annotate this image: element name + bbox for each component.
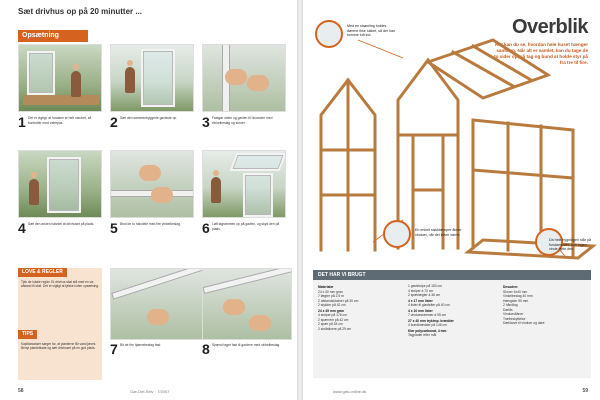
running-head: Sæt drivhus op på 20 minutter ...	[18, 7, 143, 16]
info-text: Tjek de lokale regler. Et drivhus skal stå med en vis afstand til skel. Det er vigtigt at tjekke inden opsætning.	[21, 280, 99, 289]
materials-item: 24 x 30 mm gran	[318, 289, 343, 294]
step-8-photo	[202, 268, 292, 340]
materials-col-3-heading: Desuden:	[503, 285, 519, 289]
step-2-number: 2	[110, 114, 118, 130]
step-2-photo	[110, 44, 194, 112]
materials-header: DET HAR VI BRUGT	[313, 270, 591, 280]
materials-item: 2 spær på 54 cm	[318, 322, 343, 326]
step-5	[110, 150, 194, 236]
info-box	[18, 268, 102, 380]
materials-box	[313, 270, 591, 378]
info-tag-regler: LOVE & REGLER	[18, 268, 67, 277]
materials-item: Hængsler 50 mm	[503, 298, 529, 303]
page-number-left: 58	[18, 388, 24, 394]
materials-item: 4 x 10 mm lister	[408, 308, 433, 313]
right-page	[303, 0, 600, 400]
step-6	[202, 150, 286, 236]
step-3	[202, 44, 286, 130]
step-5-caption: Bind de to halvdele med fire vinkelbeslag.	[120, 222, 181, 226]
step-3-caption: Fastgør siden og gavlen til hinanden med vinkelbeslag og skruer.	[212, 116, 273, 125]
materials-col-1-heading: Materialer	[318, 285, 334, 289]
overview-intro: Her kan du se, hvordan hele huset hænger sammen. Når alt er samlet, kan du tage de to sider op, så tag og bund at holde styr på fra tre til fire.	[494, 42, 588, 65]
step-1-caption: Det er vigtigt, at fundaen er helt vandret, så kontrollér med vaterpas.	[28, 116, 92, 125]
materials-item: Træbeskyttelse	[503, 316, 526, 321]
step-5-photo	[110, 150, 194, 218]
step-6-number: 6	[202, 220, 210, 236]
materials-item: 1 gavlstolpe på 153 cm	[408, 284, 442, 288]
materials-col-3	[503, 284, 587, 326]
materials-item: Skruer 4x40 mm	[503, 289, 528, 294]
callout-window-text: En enkelt støddæmper åbner vinduet, når det bliver varmt.	[415, 228, 462, 237]
materials-item: 2 afstandsklodser på 30 cm	[318, 298, 359, 303]
step-6-caption: Løft tagrammen op på gavlen, og skyd den på plads.	[212, 222, 280, 231]
info-tag-tips: TIPS	[18, 330, 37, 339]
step-7-caption: Bit de fire hjørnebeslag fast.	[120, 343, 162, 347]
materials-item: Vinduesåbner	[503, 312, 524, 316]
materials-item: 27 x 40 mm trykimp. brædder	[408, 318, 454, 323]
materials-item: 4 stolper à 70 cm	[408, 288, 434, 293]
materials-item: 4 stolper på 176 cm	[318, 313, 347, 317]
materials-item: 2 skråstivere på 29 cm	[318, 326, 352, 331]
callout-window-image	[383, 220, 411, 248]
step-2-caption: Sæt den sammenbyggede gavlside op.	[120, 116, 178, 120]
step-7	[110, 268, 204, 357]
page-number-right: 59	[582, 388, 588, 394]
materials-item: Dørlås	[503, 307, 513, 312]
materials-item: 2 stykker på 42 cm	[318, 303, 346, 307]
step-6-photo	[202, 150, 286, 218]
step-3-number: 3	[202, 114, 210, 130]
step-2	[110, 44, 194, 130]
materials-item: 7 lægter på 2,5 m	[318, 294, 344, 298]
footer-right: www.gds-online.dk	[333, 389, 367, 394]
step-3-photo	[202, 44, 286, 112]
materials-item: 2 spærlægter à 36 cm	[408, 293, 441, 297]
step-1-number: 1	[18, 114, 26, 130]
materials-item: 24 x 45 mm gran	[318, 308, 344, 313]
materials-item: 2 spærrem på 42 cm	[318, 317, 349, 322]
step-8-number: 8	[202, 341, 210, 357]
materials-item: 2 håndtag	[503, 303, 518, 307]
callout-base-text: Da hele bygningen står på fundamentet, kan ingen vinde flytte den.	[549, 238, 591, 252]
step-8-caption: Spænd taget fast til gavlene med vinkelbeslag.	[212, 343, 281, 347]
step-4-caption: Sæt den anden halvdel af drivhuset på plads.	[28, 222, 95, 226]
step-8	[202, 268, 292, 357]
overview-title: Overblik	[511, 16, 588, 38]
tips-text: Kapillarkasser sørger for, at planterne får vand jævnt. Benyt planteblade og sæt drivhuset på en god plads.	[21, 342, 97, 351]
step-4	[18, 150, 102, 236]
materials-item: Tagplader efter mål	[408, 333, 437, 337]
materials-col-1	[318, 284, 403, 331]
left-page	[0, 0, 297, 400]
step-7-number: 7	[110, 341, 118, 357]
step-4-photo	[18, 150, 102, 218]
materials-item: 4 x 17 mm lister	[408, 298, 433, 303]
step-4-number: 4	[18, 220, 26, 236]
callout-vent-text: Med en strømling holdes dørene ikke lukket, så der kan komme luft ind.	[347, 24, 395, 38]
materials-item: Dækfarve til vinduer og døre	[503, 321, 545, 325]
step-5-number: 5	[110, 220, 118, 236]
callout-vent-image	[315, 20, 343, 48]
materials-item: 4 lister til glasfelter på 40 cm	[408, 303, 450, 307]
materials-item: 4 bundbrædder på 146 cm	[408, 323, 447, 327]
step-1	[18, 44, 102, 130]
materials-item: Klar polycarbonat, 4 mm	[408, 328, 447, 333]
step-7-photo	[110, 268, 204, 340]
footer-left: Gør-Det-Selv · 7/2007	[130, 389, 170, 394]
section-label-opsaetning: Opsætning	[18, 30, 88, 42]
materials-col-2	[408, 284, 496, 338]
materials-item: 7 vinduesrammer à 95 cm	[408, 313, 447, 317]
step-1-photo	[18, 44, 102, 112]
materials-item: Vinkelbeslag 40 mm	[503, 294, 533, 298]
